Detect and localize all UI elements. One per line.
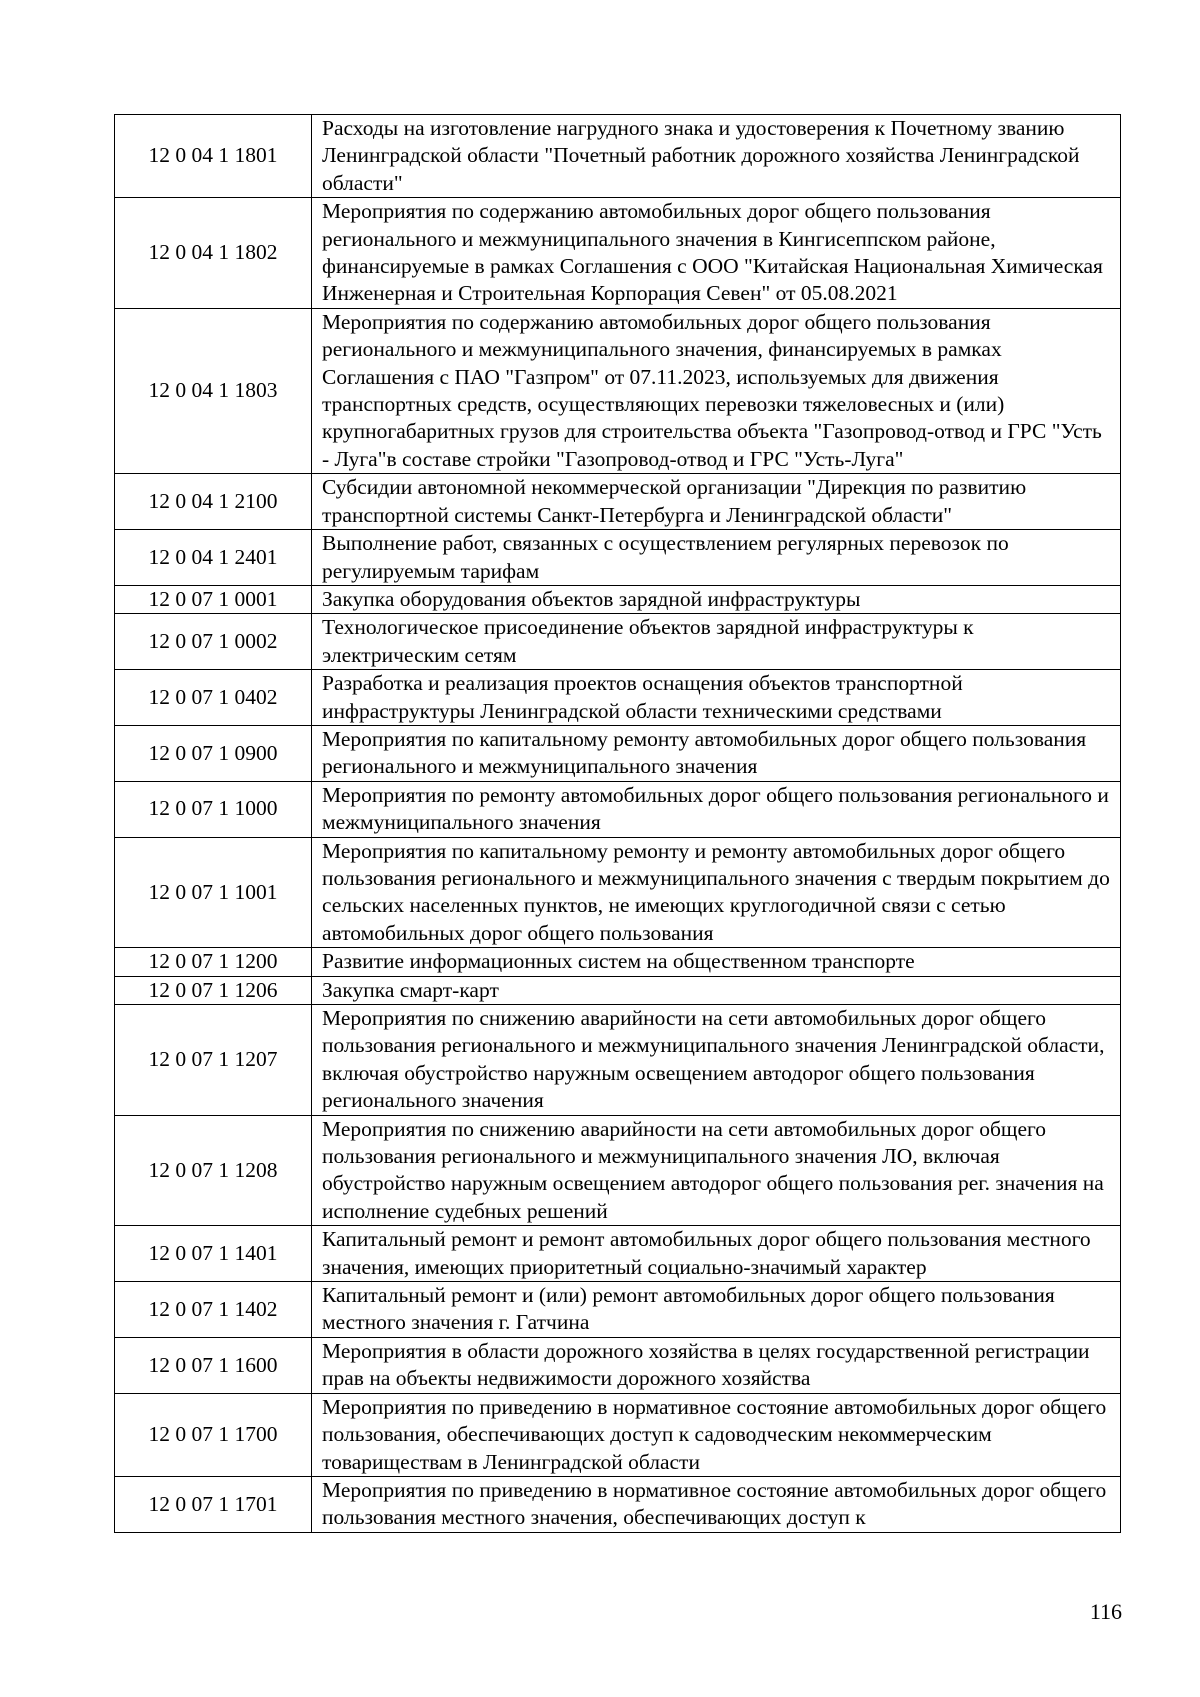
table-row [115, 725, 1121, 781]
page-number: 116 [1089, 1599, 1122, 1624]
row-code: 12 0 07 1 1206 [115, 976, 312, 1004]
row-code: 12 0 04 1 1801 [115, 115, 312, 198]
row-description: Мероприятия по ремонту автомобильных дорог общего пользования регионального и межмуниципального значения [312, 781, 1121, 837]
table-row [115, 474, 1121, 530]
table-row [115, 530, 1121, 586]
row-code: 12 0 07 1 0002 [115, 614, 312, 670]
row-code: 12 0 07 1 1001 [115, 837, 312, 948]
row-code: 12 0 07 1 0001 [115, 585, 312, 613]
table-row [115, 1476, 1121, 1532]
table-row [115, 1005, 1121, 1116]
row-code: 12 0 04 1 1802 [115, 198, 312, 309]
row-description: Развитие информационных систем на общественном транспорте [312, 948, 1121, 976]
table-row [115, 1226, 1121, 1282]
row-description: Расходы на изготовление нагрудного знака и удостоверения к Почетному званию Ленинградской области "Почетный работник дорожного хозяйства Ленинградской области" [312, 115, 1121, 198]
row-description: Выполнение работ, связанных с осуществлением регулярных перевозок по регулируемым тарифам [312, 530, 1121, 586]
row-description: Закупка оборудования объектов зарядной инфраструктуры [312, 585, 1121, 613]
table-row [115, 976, 1121, 1004]
row-description: Мероприятия по приведению в нормативное состояние автомобильных дорог общего пользования местного значения, обеспечивающих доступ к [312, 1476, 1121, 1532]
row-description: Закупка смарт-карт [312, 976, 1121, 1004]
table-row [115, 115, 1121, 198]
row-code: 12 0 07 1 1600 [115, 1337, 312, 1393]
classification-table [114, 114, 1121, 1533]
row-description: Мероприятия по капитальному ремонту и ремонту автомобильных дорог общего пользования регионального и межмуниципального значения с твердым покрытием до сельских населенных пунктов, не имеющих круглогодичной связи с сетью автомобильных дорог общего пользования [312, 837, 1121, 948]
row-code: 12 0 07 1 1000 [115, 781, 312, 837]
row-description: Мероприятия по приведению в нормативное состояние автомобильных дорог общего пользования, обеспечивающих доступ к садоводческим некоммерческим товариществам в Ленинградской области [312, 1393, 1121, 1476]
table-row [115, 585, 1121, 613]
row-description: Мероприятия по капитальному ремонту автомобильных дорог общего пользования регионального и межмуниципального значения [312, 725, 1121, 781]
table-row [115, 948, 1121, 976]
table-row [115, 1115, 1121, 1226]
row-code: 12 0 07 1 0402 [115, 670, 312, 726]
table-row [115, 837, 1121, 948]
row-code: 12 0 07 1 1208 [115, 1115, 312, 1226]
row-description: Мероприятия в области дорожного хозяйства в целях государственной регистрации прав на объекты недвижимости дорожного хозяйства [312, 1337, 1121, 1393]
table-row [115, 308, 1121, 473]
row-code: 12 0 07 1 1401 [115, 1226, 312, 1282]
row-code: 12 0 04 1 1803 [115, 308, 312, 473]
table-row [115, 1337, 1121, 1393]
row-description: Капитальный ремонт и (или) ремонт автомобильных дорог общего пользования местного значения г. Гатчина [312, 1282, 1121, 1338]
row-code: 12 0 07 1 1701 [115, 1476, 312, 1532]
table-row [115, 614, 1121, 670]
row-code: 12 0 07 1 1200 [115, 948, 312, 976]
row-description: Мероприятия по снижению аварийности на сети автомобильных дорог общего пользования регионального и межмуниципального значения Ленинградской области, включая обустройство наружным освещением автодорог общего пользования регионального значения [312, 1005, 1121, 1116]
row-code: 12 0 07 1 1402 [115, 1282, 312, 1338]
row-description: Технологическое присоединение объектов зарядной инфраструктуры к электрическим сетям [312, 614, 1121, 670]
table-row [115, 198, 1121, 309]
row-description: Разработка и реализация проектов оснащения объектов транспортной инфраструктуры Ленинградской области техническими средствами [312, 670, 1121, 726]
row-code: 12 0 07 1 1207 [115, 1005, 312, 1116]
row-description: Субсидии автономной некоммерческой организации "Дирекция по развитию транспортной системы Санкт-Петербурга и Ленинградской области" [312, 474, 1121, 530]
table-row [115, 1282, 1121, 1338]
row-description: Капитальный ремонт и ремонт автомобильных дорог общего пользования местного значения, имеющих приоритетный социально-значимый характер [312, 1226, 1121, 1282]
row-code: 12 0 07 1 0900 [115, 725, 312, 781]
row-code: 12 0 04 1 2100 [115, 474, 312, 530]
table-row [115, 781, 1121, 837]
row-code: 12 0 07 1 1700 [115, 1393, 312, 1476]
row-description: Мероприятия по снижению аварийности на сети автомобильных дорог общего пользования регионального и межмуниципального значения ЛО, включая обустройство наружным освещением автодорог общего пользования рег. значения на исполнение судебных решений [312, 1115, 1121, 1226]
table-row [115, 1393, 1121, 1476]
row-description: Мероприятия по содержанию автомобильных дорог общего пользования регионального и межмуниципального значения в Кингисеппском районе, финансируемые в рамках Соглашения с ООО "Китайская Национальная Химическая Инженерная и Строительная Корпорация Севен" от 05.08.2021 [312, 198, 1121, 309]
row-code: 12 0 04 1 2401 [115, 530, 312, 586]
row-description: Мероприятия по содержанию автомобильных дорог общего пользования регионального и межмуниципального значения, финансируемых в рамках Соглашения с ПАО "Газпром" от 07.11.2023, используемых для движения транспортных средств, осуществляющих перевозки тяжеловесных и (или) крупногабаритных грузов для строительства объекта "Газопровод-отвод и ГРС "Усть - Луга"в составе стройки "Газопровод-отвод и ГРС "Усть-Луга" [312, 308, 1121, 473]
table-row [115, 670, 1121, 726]
